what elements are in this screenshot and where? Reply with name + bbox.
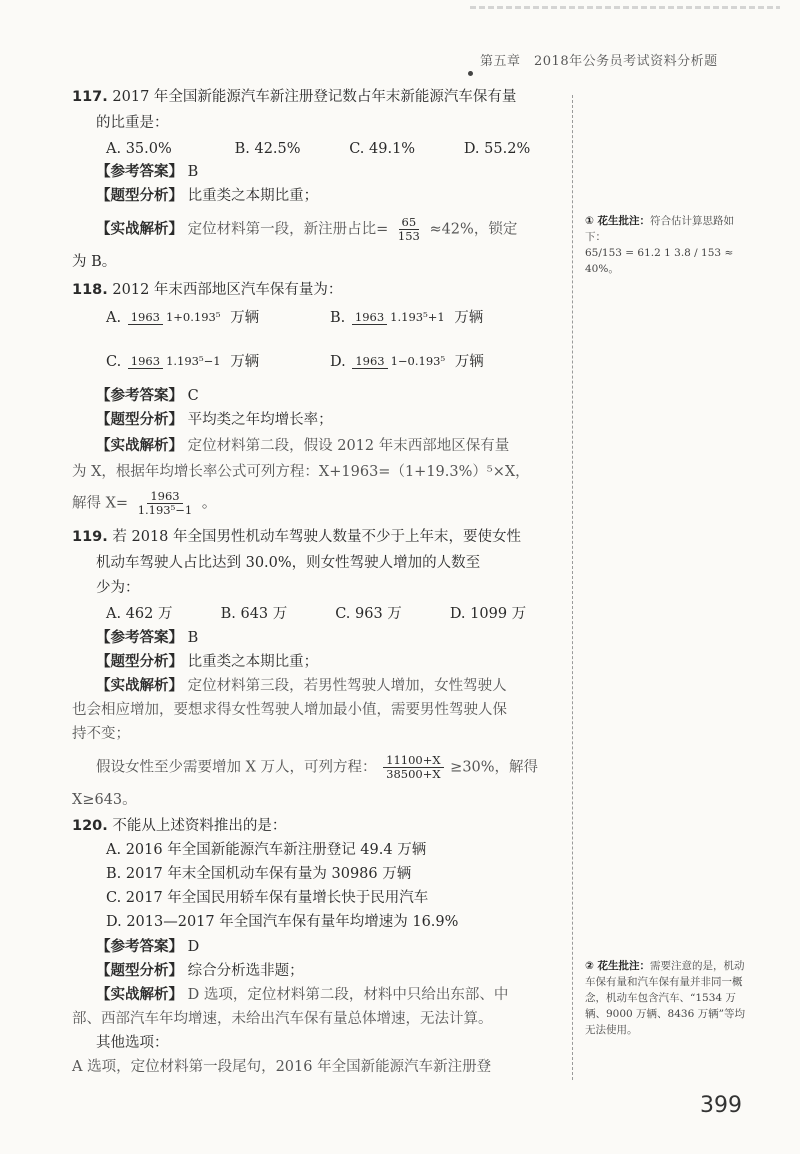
fraction-denominator: 1.193⁵−1 [137, 503, 193, 517]
analysis-continuation: 也会相应增加，要想求得女性驾驶人增加最小值，需要男性驾驶人保 [72, 702, 507, 718]
analysis-label: 【实战解析】 [96, 438, 183, 454]
note-badge: ① 花生批注： [585, 215, 651, 227]
fraction-numerator: 1963 [352, 311, 387, 325]
option-b [330, 308, 483, 328]
option-a: A. 35.0% [106, 141, 172, 157]
analysis-text: 定位材料第一段，新注册占比= [187, 221, 389, 238]
fraction [352, 355, 448, 369]
analysis-text: ≈42%，锁定 [429, 221, 518, 238]
fraction-denominator: 1+0.193⁵ [165, 310, 221, 324]
option-d [330, 352, 484, 372]
answer-label: 【参考答案】 [96, 388, 183, 404]
question-117-line2: 的比重是： [96, 115, 169, 131]
type-value: 综合分析选非题； [187, 963, 304, 979]
analysis-text: 假设女性至少需要增加 X 万人，可列方程： [96, 759, 377, 776]
question-text: 2017 年全国新能源汽车新注册登记数占年末新能源汽车保有量 [112, 89, 517, 105]
note-badge: ② 花生批注： [585, 960, 651, 972]
header-rule [470, 6, 780, 9]
question-number: 119. [72, 529, 108, 545]
fraction-denominator: 1.193⁵+1 [390, 310, 445, 324]
type-value: 比重类之本期比重； [187, 654, 319, 670]
answer-value: B [187, 164, 199, 180]
type-line [96, 186, 318, 206]
type-value: 比重类之本期比重； [187, 188, 319, 204]
answer-line [96, 162, 198, 182]
question-117-line1 [72, 87, 516, 107]
fraction [135, 490, 196, 517]
fraction [128, 355, 224, 369]
type-line [96, 961, 304, 981]
page-number: 399 [700, 1093, 742, 1118]
question-text: 2012 年末西部地区汽车保有量为： [112, 282, 343, 298]
fraction [383, 754, 443, 781]
analysis-label: 【实战解析】 [96, 987, 183, 1003]
running-title: 第五章 2018年公务员考试资料分析题 [480, 54, 718, 69]
question-text: 若 2018 年全国男性机动车驾驶人数量不少于上年末，要使女性 [112, 529, 522, 545]
fraction-denominator: 153 [397, 229, 420, 243]
analysis-equation [96, 754, 538, 781]
fraction-denominator: 38500+X [386, 767, 441, 781]
option-letter: D. [330, 354, 346, 370]
type-line [96, 410, 333, 430]
header-bullet [468, 71, 473, 76]
margin-divider [572, 95, 573, 1080]
option-letter: B. [330, 310, 346, 326]
analysis-result [72, 490, 216, 517]
fraction-numerator: 1963 [147, 490, 182, 504]
question-120-line1 [72, 816, 286, 836]
question-118-line1 [72, 280, 342, 300]
fraction-denominator: 1−0.193⁵ [390, 354, 446, 368]
option-d: D. 2013—2017 年全国汽车保有量年均增速为 16.9% [106, 914, 459, 930]
fraction [128, 311, 224, 325]
question-117-options [106, 139, 530, 159]
type-label: 【题型分析】 [96, 654, 183, 670]
analysis-line [96, 676, 507, 696]
option-unit: 万辆 [230, 310, 260, 326]
question-number: 118. [72, 282, 108, 298]
analysis-continuation: 为 X，根据年均增长率公式可列方程：X+1963=（1+19.3%）⁵×X， [72, 464, 530, 480]
analysis-label: 【实战解析】 [96, 678, 183, 694]
option-d: D. 1099 万 [449, 606, 527, 622]
option-unit: 万辆 [230, 354, 260, 370]
other-options-label: 其他选项： [96, 1035, 169, 1051]
answer-label: 【参考答案】 [96, 164, 183, 180]
note-text: 需要注意的是，机动车保有量和汽车保有量并非同一概念，机动车包含汽车、“1534 万辆、9000 万辆、8436 万辆”等均无法使用。 [585, 960, 745, 1036]
question-119-line2: 机动车驾驶人占比达到 30.0%，则女性驾驶人增加的人数至 [96, 555, 481, 571]
margin-note-1 [585, 213, 745, 277]
option-a [106, 308, 259, 328]
option-c: C. 2017 年全国民用轿车保有量增长快于民用汽车 [106, 890, 429, 906]
analysis-line [96, 985, 508, 1005]
answer-label: 【参考答案】 [96, 630, 183, 646]
option-b: B. 42.5% [234, 141, 301, 157]
option-b: B. 2017 年末全国机动车保有量为 30986 万辆 [106, 866, 412, 882]
analysis-line [96, 436, 509, 456]
question-number: 117. [72, 89, 108, 105]
analysis-continuation: 为 B。 [72, 254, 117, 270]
analysis-label: 【实战解析】 [96, 221, 183, 238]
option-a: A. 2016 年全国新能源汽车新注册登记 49.4 万辆 [106, 842, 427, 858]
question-number: 120. [72, 818, 108, 834]
option-d: D. 55.2% [463, 141, 531, 157]
note-formula: 65/153 = 61.2 1 3.8 / 153 ≈ 40%。 [585, 247, 734, 275]
type-line [96, 652, 318, 672]
analysis-text: ≥30%，解得 [450, 759, 539, 776]
fraction-numerator: 1963 [352, 355, 387, 369]
fraction-numerator: 1963 [128, 311, 163, 325]
type-label: 【题型分析】 [96, 188, 183, 204]
option-unit: 万辆 [454, 310, 484, 326]
fraction [395, 216, 423, 243]
option-c: C. 963 万 [335, 606, 402, 622]
question-text: 不能从上述资料推出的是： [112, 818, 287, 834]
analysis-text: 定位材料第二段，假设 2012 年末西部地区保有量 [187, 438, 510, 454]
other-option-a-text: A 选项，定位材料第一段尾句，2016 年全国新能源汽车新注册登 [72, 1059, 492, 1075]
analysis-text: D 选项，定位材料第二段，材料中只给出东部、中 [187, 987, 509, 1003]
answer-line [96, 386, 199, 406]
answer-value: C [187, 388, 199, 404]
question-119-line1 [72, 527, 521, 547]
fraction-numerator: 1963 [128, 355, 163, 369]
option-letter: C. [106, 354, 122, 370]
option-c [106, 352, 259, 372]
analysis-text: 解得 X= [72, 495, 129, 512]
fraction-numerator: 65 [399, 216, 420, 230]
note-text: 符合估计算思路如下： [585, 215, 735, 243]
answer-line [96, 937, 199, 957]
option-letter: A. [106, 310, 122, 326]
analysis-continuation: 部、西部汽车年均增速，未给出汽车保有量总体增速，无法计算。 [72, 1011, 493, 1027]
question-119-line3: 少为： [96, 580, 140, 596]
analysis-result: X≥643。 [72, 792, 137, 808]
answer-label: 【参考答案】 [96, 939, 183, 955]
option-b: B. 643 万 [220, 606, 288, 622]
type-label: 【题型分析】 [96, 963, 183, 979]
analysis-line [96, 216, 517, 243]
answer-value: B [187, 630, 199, 646]
type-value: 平均类之年均增长率； [187, 412, 333, 428]
type-label: 【题型分析】 [96, 412, 183, 428]
option-unit: 万辆 [454, 354, 484, 370]
answer-line [96, 628, 198, 648]
analysis-text: 定位材料第三段，若男性驾驶人增加，女性驾驶人 [187, 678, 507, 694]
fraction-denominator: 1.193⁵−1 [166, 354, 221, 368]
answer-value: D [187, 939, 200, 955]
option-a: A. 462 万 [106, 606, 173, 622]
option-c: C. 49.1% [349, 141, 416, 157]
margin-note-2 [585, 958, 745, 1038]
question-119-options [106, 604, 526, 624]
fraction [352, 311, 448, 325]
analysis-continuation: 持不变； [72, 726, 130, 742]
analysis-text: 。 [201, 495, 217, 512]
fraction-numerator: 11100+X [383, 754, 443, 768]
